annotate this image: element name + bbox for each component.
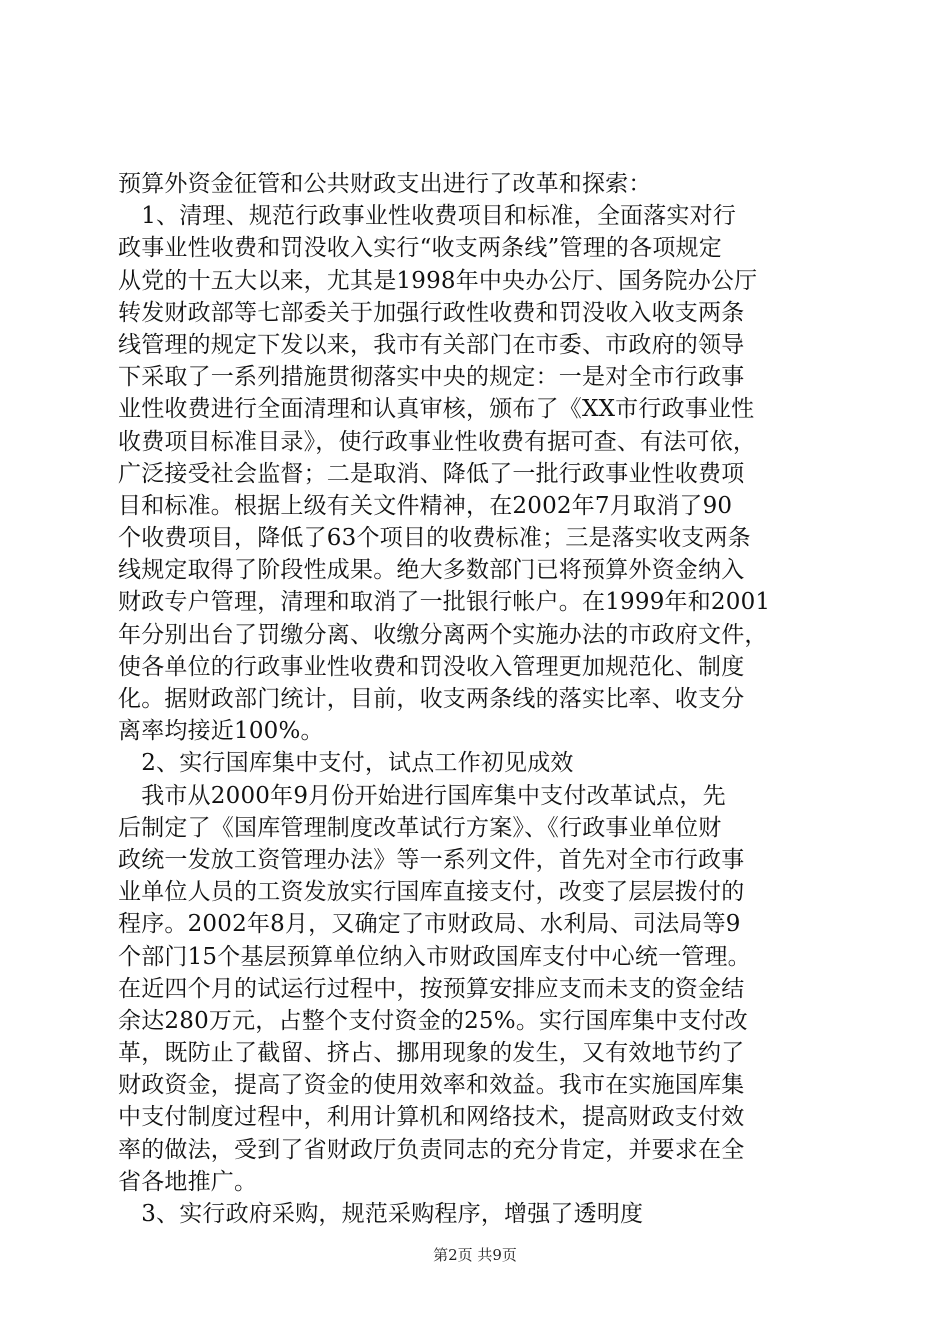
text-line: 收费项目标准目录》，使行政事业性收费有据可查、有法可依， [118,428,757,455]
text-line: 在近四个月的试运行过程中，按预算安排应支而未支的资金结 [118,975,745,1002]
text-line: 使各单位的行政事业性收费和罚没收入管理更加规范化、制度 [118,653,745,680]
section-heading: 2、实行国库集中支付，试点工作初见成效 [118,750,574,777]
text-line: 个部门15个基层预算单位纳入市财政国库支付中心统一管理。 [118,943,751,970]
text-line: 线管理的规定下发以来，我市有关部门在市委、市政府的领导 [118,331,745,358]
section-heading: 3、实行政府采购，规范采购程序，增强了透明度 [118,1201,644,1227]
text-line: 后制定了《国库管理制度改革试行方案》、《行政事业单位财 [118,814,722,841]
text-line: 省各地推广。 [118,1168,258,1195]
text-line: 化。据财政部门统计，目前，收支两条线的落实比率、收支分 [118,686,745,712]
body-text [118,168,838,1230]
text-line: 下采取了一系列措施贯彻落实中央的规定：一是对全市行政事 [118,364,745,391]
text-line: 业单位人员的工资发放实行国库直接支付，改变了层层拨付的 [118,879,745,906]
text-line: 转发财政部等七部委关于加强行政性收费和罚没收入收支两条 [118,299,745,326]
text-line: 1、清理、规范行政事业性收费项目和标准，全面落实对行 [118,203,737,230]
text-line: 率的做法，受到了省财政厅负责同志的充分肯定，并要求在全 [118,1136,745,1163]
text-line: 预算外资金征管和公共财政支出进行了改革和探索： [118,171,652,197]
text-line: 广泛接受社会监督；二是取消、降低了一批行政事业性收费项 [118,460,745,487]
text-line: 我市从2000年9月份开始进行国库集中支付改革试点，先 [118,782,726,809]
text-line: 目和标准。根据上级有关文件精神，在2002年7月取消了90 [118,492,733,519]
text-line: 从党的十五大以来，尤其是1998年中央办公厅、国务院办公厅 [118,267,758,294]
text-line: 政统一发放工资管理办法》等一系列文件，首先对全市行政事 [118,846,745,873]
page-footer [0,1245,950,1265]
text-line: 年分别出台了罚缴分离、收缴分离两个实施办法的市政府文件， [118,621,768,648]
text-line: 离率均接近100%。 [118,718,324,745]
page-number-label: 第2页 共9页 [433,1246,517,1264]
text-line: 程序。2002年8月，又确定了市财政局、水利局、司法局等9 [118,911,741,938]
text-line: 余达280万元，占整个支付资金的25%。实行国库集中支付改 [118,1007,748,1034]
text-line: 业性收费进行全面清理和认真审核，颁布了《XX市行政事业性 [118,396,755,423]
text-line: 革，既防止了截留、挤占、挪用现象的发生，又有效地节约了 [118,1040,745,1067]
text-line: 财政资金，提高了资金的使用效率和效益。我市在实施国库集 [118,1072,745,1099]
text-line: 中支付制度过程中，利用计算机和网络技术，提高财政支付效 [118,1104,745,1131]
text-line: 财政专户管理，清理和取消了一批银行帐户。在1999年和2001 [118,589,771,616]
text-line: 政事业性收费和罚没收入实行“收支两条线”管理的各项规定 [118,235,722,262]
text-line: 个收费项目，降低了63个项目的收费标准；三是落实收支两条 [118,525,751,552]
text-line: 线规定取得了阶段性成果。绝大多数部门已将预算外资金纳入 [118,557,745,584]
